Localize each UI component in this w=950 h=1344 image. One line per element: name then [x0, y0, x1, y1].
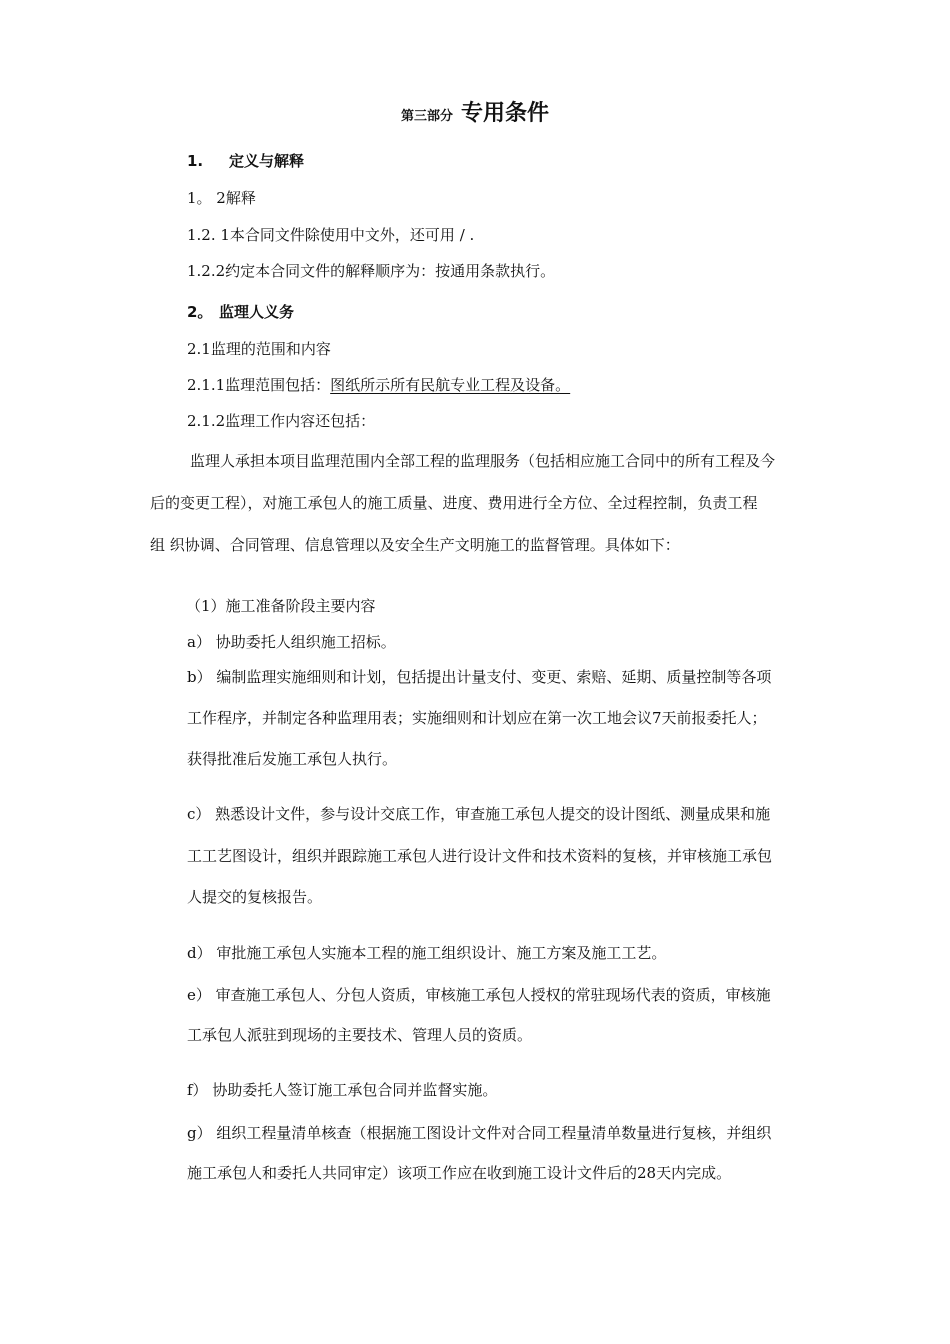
section-2-title: 监理人义务	[219, 303, 295, 321]
title-name: 专用条件	[461, 101, 550, 126]
clause-1-2: 1。 2解释	[187, 189, 256, 207]
title-part: 第三部分	[400, 109, 453, 124]
item-g-line-2: 施工承包人和委托人共同审定）该项工作应在收到施工设计文件后的28天内完成。	[187, 1164, 732, 1182]
clause-2-1-1	[187, 375, 570, 395]
item-g-line-1: g） 组织工程量清单核查（根据施工图设计文件对合同工程量清单数量进行复核，并组织	[187, 1124, 772, 1142]
item-b-line-1: b） 编制监理实施细则和计划，包括提出计量支付、变更、索赔、延期、质量控制等各项	[187, 668, 772, 686]
section-1-number: 1.	[187, 152, 204, 170]
item-c-line-3: 人提交的复核报告。	[187, 888, 323, 906]
item-d: d） 审批施工承包人实施本工程的施工组织设计、施工方案及施工工艺。	[187, 944, 667, 962]
clause-2-1-1-label: 2.1.1监理范围包括：	[187, 376, 331, 394]
clause-2-1: 2.1监理的范围和内容	[187, 340, 331, 358]
item-e-line-2: 工承包人派驻到现场的主要技术、管理人员的资质。	[187, 1026, 533, 1044]
clause-1-2-1: 1.2. 1本合同文件除使用中文外，还可用 / .	[187, 226, 475, 244]
stage-1-heading: （1）施工准备阶段主要内容	[186, 597, 376, 615]
section-2-number: 2。	[187, 303, 213, 321]
item-e-line-1: e） 审查施工承包人、分包人资质，审核施工承包人授权的常驻现场代表的资质，审核施	[187, 986, 771, 1004]
item-c-line-1: c） 熟悉设计文件，参与设计交底工作，审查施工承包人提交的设计图纸、测量成果和施	[187, 805, 771, 823]
item-b-line-3: 获得批准后发施工承包人执行。	[187, 750, 398, 768]
clause-2-1-1-value: 图纸所示所有民航专业工程及设备。	[330, 376, 571, 394]
section-1-heading	[187, 151, 304, 171]
intro-line-1: 监理人承担本项目监理范围内全部工程的监理服务（包括相应施工合同中的所有工程及今	[190, 452, 776, 470]
section-1-title: 定义与解释	[229, 152, 305, 170]
page-title	[0, 96, 950, 127]
item-f: f） 协助委托人签订施工承包合同并监督实施。	[187, 1081, 498, 1099]
item-a: a） 协助委托人组织施工招标。	[187, 633, 396, 651]
clause-1-2-2: 1.2.2约定本合同文件的解释顺序为：按通用条款执行。	[187, 262, 556, 280]
item-b-line-2: 工作程序，并制定各种监理用表；实施细则和计划应在第一次工地会议7天前报委托人；	[187, 709, 767, 727]
item-c-line-2: 工工艺图设计，组织并跟踪施工承包人进行设计文件和技术资料的复核，并审核施工承包	[187, 847, 773, 865]
intro-line-2: 后的变更工程），对施工承包人的施工质量、进度、费用进行全方位、全过程控制，负责工程	[150, 494, 758, 512]
section-2-heading	[187, 302, 294, 322]
intro-line-3: 组 织协调、合同管理、信息管理以及安全生产文明施工的监督管理。具体如下：	[150, 536, 680, 554]
clause-2-1-2: 2.1.2监理工作内容还包括：	[187, 412, 376, 430]
